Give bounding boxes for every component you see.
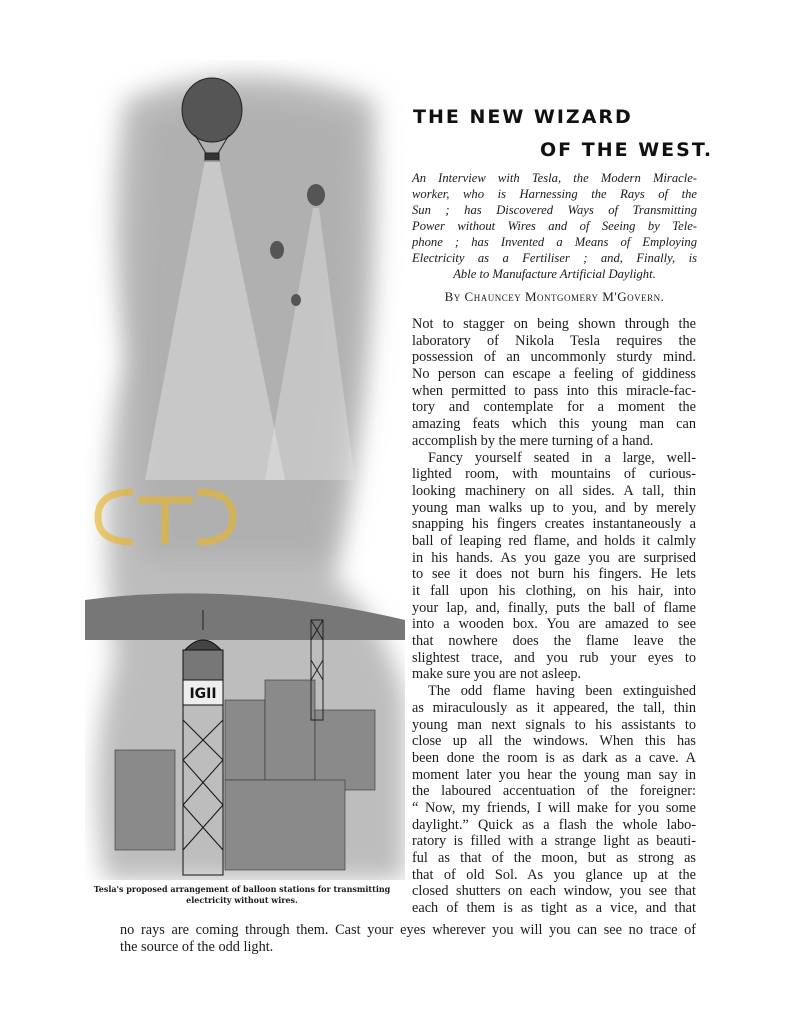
body-line: ful as that of the moon, but as strong as: [412, 850, 696, 866]
subtitle-line: worker, who is Harnessing the Rays of the: [412, 187, 697, 201]
body-line: to see it does not burn his fingers. He lets: [412, 566, 696, 583]
body-line: ball of leaping red flame, and holds it calmly: [412, 532, 696, 549]
body-line: closed shutters on each window, you see that: [412, 883, 696, 900]
body-line: in his hands. As you gaze you are surprised: [412, 549, 696, 566]
body-line: into a wooden box. You are amazed to see: [412, 616, 696, 633]
watermark-logo: [93, 482, 243, 552]
body-line: slightest trace, and you rub your eyes to: [412, 649, 696, 666]
body-line: when permitted to pass into this miracle-fac-: [412, 382, 696, 399]
body-line: ratory is filled with a strange light as beauti-: [412, 833, 696, 850]
title-line-1: THE NEW WIZARD: [413, 106, 633, 128]
caption-line: electricity without wires.: [186, 895, 298, 905]
body-line: moment later you hear the young man say in: [412, 766, 696, 783]
body-line: young man walks up to you, and by merely: [412, 499, 696, 516]
body-line: that nowhere does the flame leave the: [412, 633, 696, 650]
body-line: amazing feats which this young man can: [412, 416, 696, 433]
subtitle-line: phone ; has Invented a Means of Employing: [412, 235, 697, 249]
body-line: Fancy yourself seated in a large, well-: [428, 449, 696, 466]
caption-line: Tesla's proposed arrangement of balloon stations for transmitting: [93, 884, 391, 894]
body-line: make sure you are not asleep.: [412, 666, 582, 683]
body-line: that of old Sol. As you glance up at the: [412, 866, 696, 883]
subtitle-line: Sun ; has Discovered Ways of Transmitting: [412, 203, 697, 217]
figure-caption: [92, 884, 392, 906]
body-line: “ Now, my friends, I will make for you some: [412, 799, 696, 816]
article-body-continued: [120, 922, 696, 955]
body-line: each of them is as tight as a vice, and that: [412, 900, 696, 917]
body-line: accomplish by the mere turning of a hand.: [412, 432, 654, 449]
body-line: lighted room, with mountains of curious-: [412, 466, 696, 483]
body-line: close up all the windows. When this has: [412, 733, 696, 750]
subtitle: [412, 170, 697, 282]
body-line: no rays are coming through them. Cast your eyes wherever you will you can see no trace of: [120, 922, 696, 938]
body-line: laboratory of Nikola Tesla requires the: [412, 332, 696, 349]
body-line: tory and contemplate for a moment the: [412, 399, 696, 416]
body-line: the source of the odd light.: [120, 938, 274, 955]
body-line: your lap, and, finally, puts the ball of flame: [412, 599, 696, 616]
body-line: daylight.” Quick as a flash the whole labo-: [412, 816, 696, 833]
tower-sign: IGII: [189, 686, 217, 702]
body-line: No person can escape a feeling of giddiness: [412, 366, 696, 383]
body-line: young man next signals to his assistants to: [412, 716, 696, 733]
subtitle-line: Able to Manufacture Artificial Daylight.: [453, 267, 656, 281]
article-body: [412, 316, 696, 917]
body-line: it fall upon his clothing, on his hair, into: [412, 583, 696, 599]
body-line: snapping his fingers creates instantaneously a: [412, 516, 696, 533]
subtitle-line: Power without Wires and of Seeing by Tele-: [412, 219, 697, 233]
body-line: looking machinery on all sides. A tall, thin: [412, 482, 696, 499]
body-line: the laboured accentuation of the foreigner:: [412, 783, 696, 800]
body-line: as miraculously as it appeared, the tall, thin: [412, 699, 696, 716]
body-line: The odd flame having been extinguished: [428, 683, 696, 700]
balloon-stations-illustration: [85, 60, 405, 880]
body-line: been done the room is as dark as a cave. A: [412, 749, 696, 766]
title-line-2: OF THE WEST.: [540, 139, 714, 161]
body-line: Not to stagger on being shown through the: [412, 316, 696, 332]
subtitle-line: An Interview with Tesla, the Modern Miracle-: [412, 171, 697, 185]
subtitle-line: Electricity as a Fertiliser ; and, Finally, is: [412, 251, 697, 265]
body-line: possession of an uncommonly sturdy mind.: [412, 349, 696, 366]
byline: By Chauncey Montgomery M'Govern.: [444, 289, 665, 304]
